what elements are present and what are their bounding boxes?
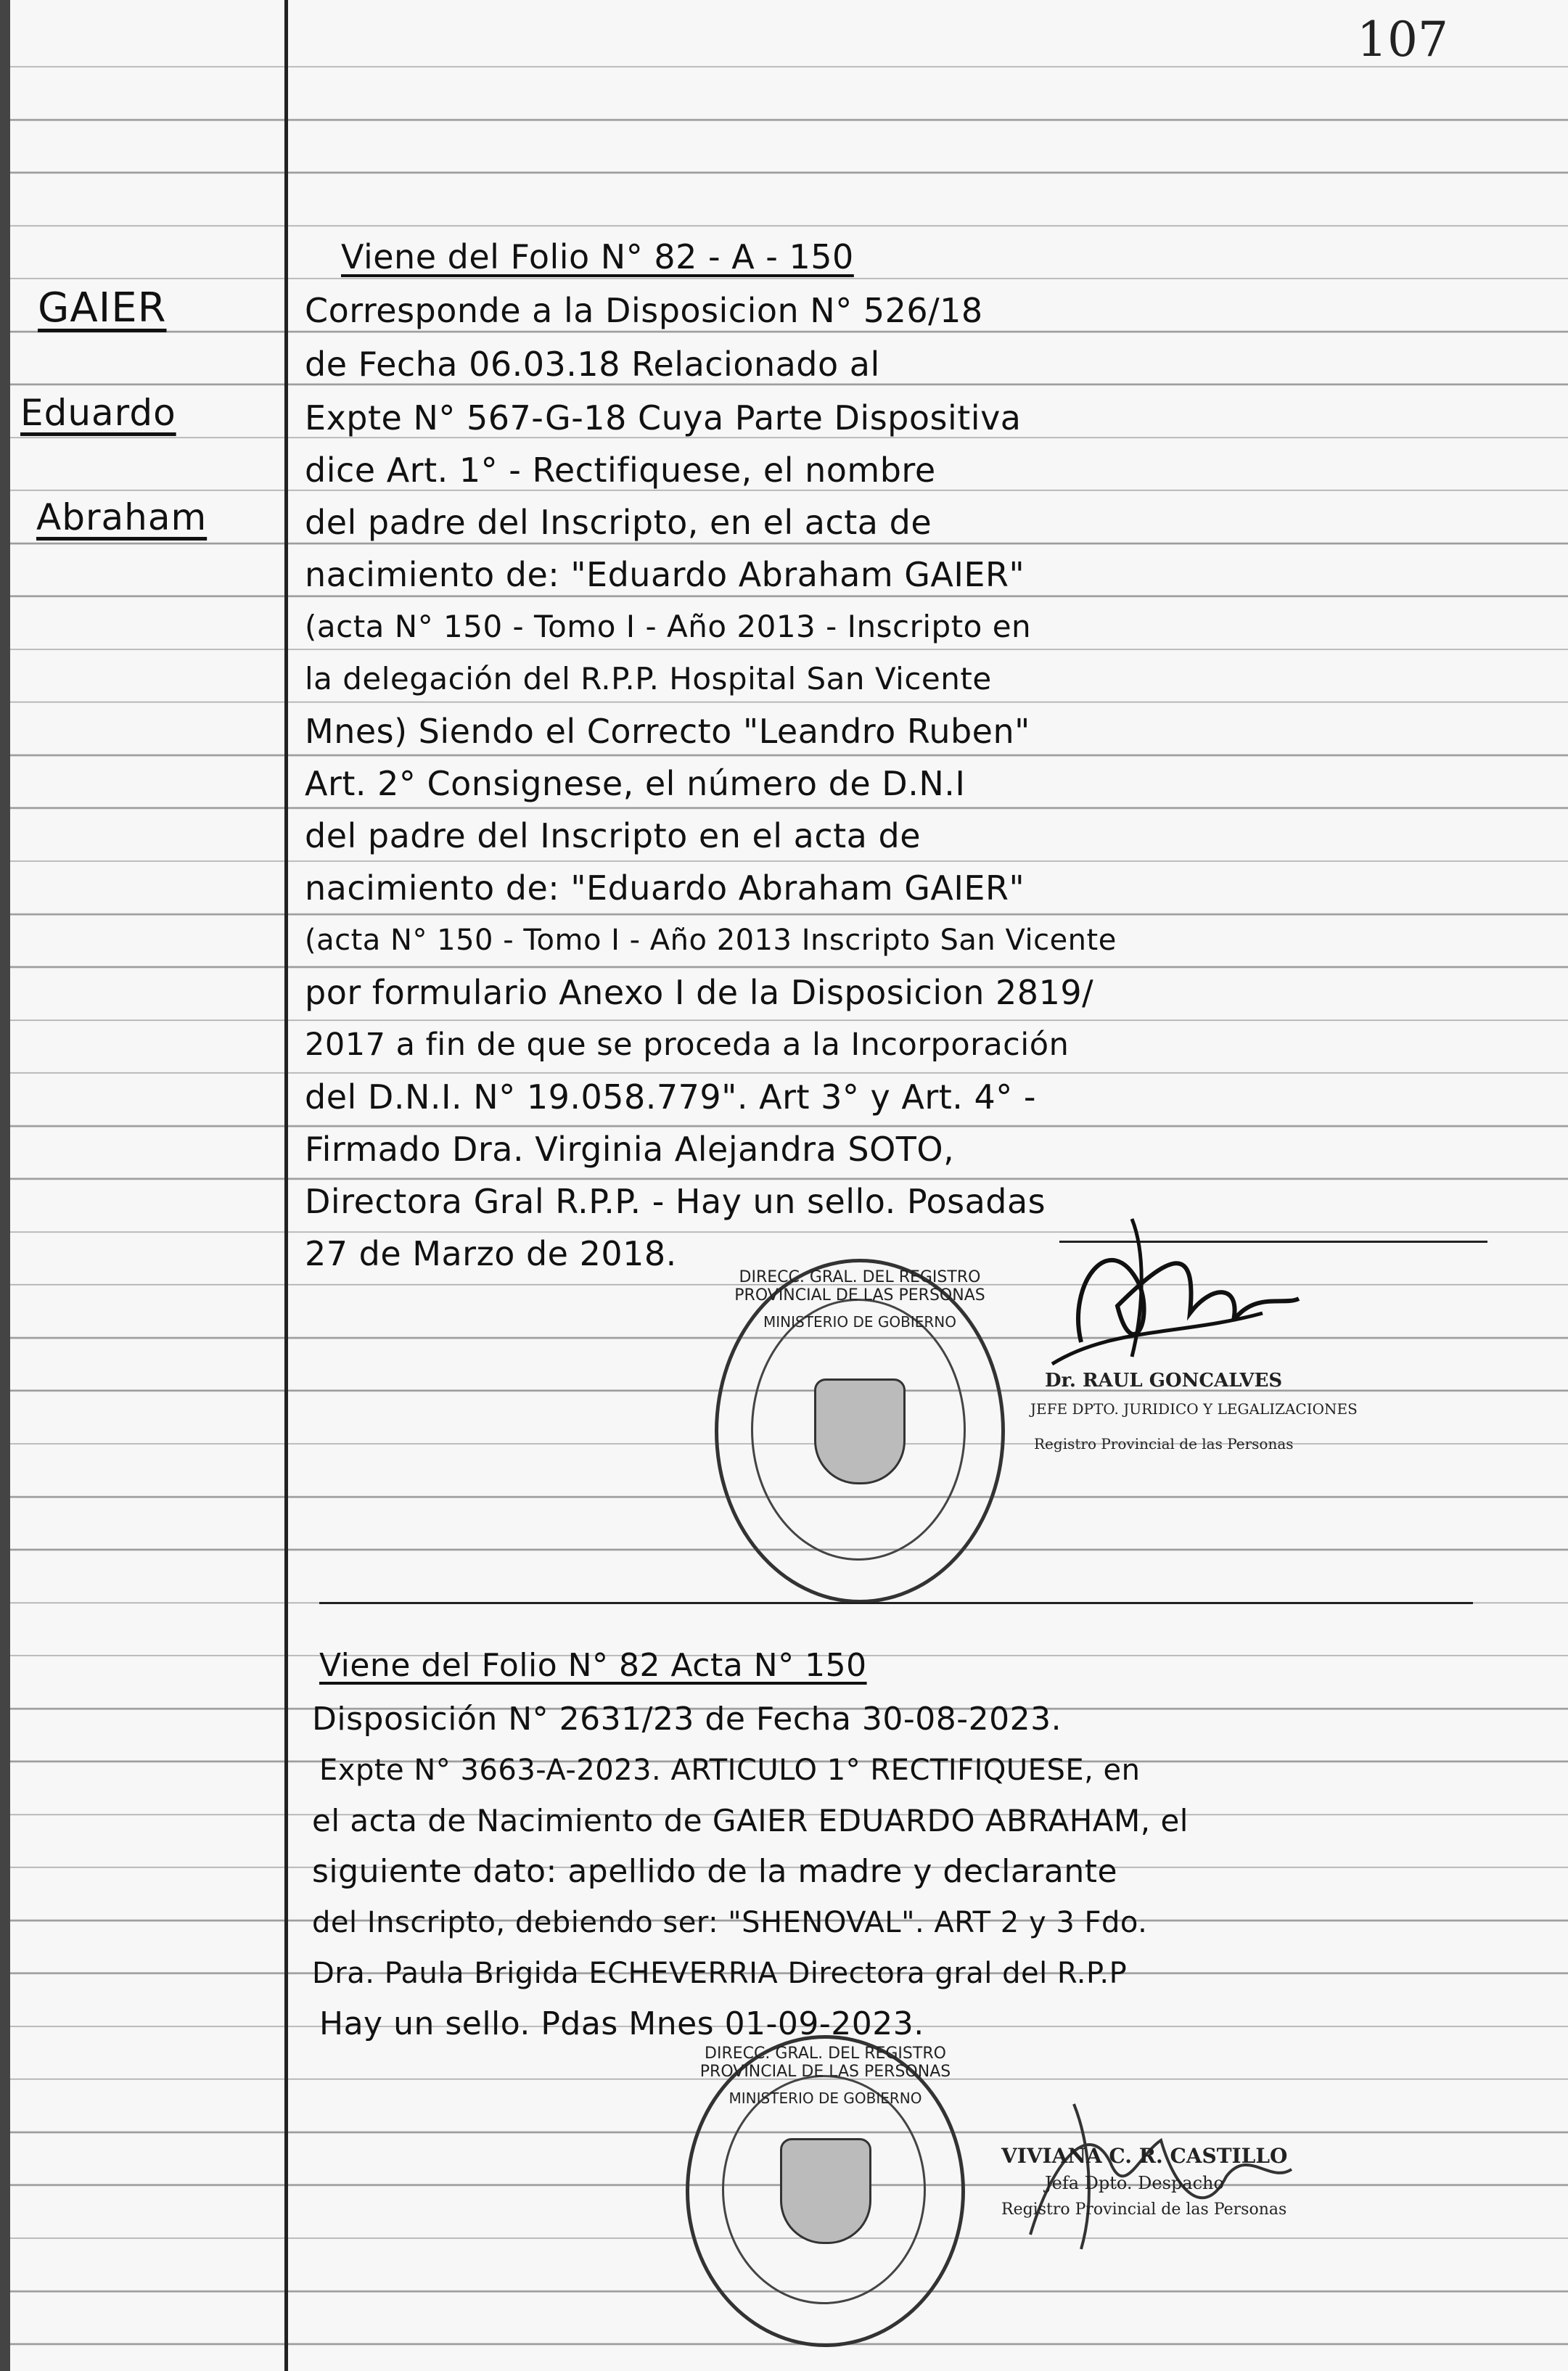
- stamp1-title: JEFE DPTO. JURIDICO Y LEGALIZACIONES: [1030, 1400, 1358, 1418]
- entry2-line: Hay un sello. Pdas Mnes 01-09-2023.: [319, 2005, 924, 2042]
- entry1-line: de Fecha 06.03.18 Relacionado al: [305, 345, 880, 384]
- entry1-line: por formulario Anexo I de la Disposicion 2819/: [305, 973, 1094, 1012]
- entry1-line: Firmado Dra. Virginia Alejandra SOTO,: [305, 1130, 955, 1169]
- seal-outer-text: DIRECC. GRAL. DEL REGISTRO PROVINCIAL DE LAS PERSONAS: [734, 1268, 985, 1304]
- entry1-line: (acta N° 150 - Tomo I - Año 2013 Inscripto San Vicente: [305, 924, 1117, 957]
- stamp2-name: VIVIANA C. R. CASTILLO: [1001, 2144, 1288, 2168]
- entry1-line: nacimiento de: "Eduardo Abraham GAIER": [305, 868, 1025, 908]
- stamp1-office: Registro Provincial de las Personas: [1034, 1435, 1294, 1452]
- entry1-line: del padre del Inscripto, en el acta de: [305, 503, 932, 542]
- margin-surname: GAIER: [38, 284, 167, 332]
- entry1-line: Viene del Folio N° 82 - A - 150: [341, 237, 854, 276]
- coat-of-arms-icon: [780, 2138, 871, 2244]
- stamp2-title: Jefa Dpto. Despacho: [1045, 2173, 1224, 2193]
- entry2-line: Disposición N° 2631/23 de Fecha 30-08-2023.: [312, 1701, 1062, 1738]
- entry1-line: Directora Gral R.P.P. - Hay un sello. Posadas: [305, 1182, 1046, 1221]
- seal-inner-text: MINISTERIO DE GOBIERNO: [728, 2089, 922, 2107]
- entry-separator: [319, 1602, 1473, 1604]
- entry1-line: nacimiento de: "Eduardo Abraham GAIER": [305, 555, 1025, 594]
- official-seal: [715, 1259, 1005, 1603]
- entry2-line: Viene del Folio N° 82 Acta N° 150: [319, 1647, 867, 1684]
- entry1-line: Corresponde a la Disposicion N° 526/18: [305, 291, 983, 330]
- entry1-line: 2017 a fin de que se proceda a la Incorporación: [305, 1027, 1070, 1063]
- entry1-line: del D.N.I. N° 19.058.779". Art 3° y Art. 4° -: [305, 1077, 1037, 1117]
- page-edge-shadow: [0, 0, 10, 2371]
- margin-first-name: Eduardo: [20, 392, 176, 434]
- seal-inner-text: MINISTERIO DE GOBIERNO: [763, 1313, 956, 1331]
- page-number: 107: [1357, 12, 1448, 67]
- entry1-line: la delegación del R.P.P. Hospital San Vicente: [305, 661, 992, 696]
- signature-castillo: [987, 2075, 1306, 2264]
- entry2-line: Expte N° 3663-A-2023. ARTICULO 1° RECTIFIQUESE, en: [319, 1754, 1141, 1787]
- entry1-line: Expte N° 567-G-18 Cuya Parte Dispositiva: [305, 398, 1022, 437]
- entry1-line: dice Art. 1° - Rectifiquese, el nombre: [305, 451, 936, 490]
- entry1-line: 27 de Marzo de 2018.: [305, 1234, 677, 1273]
- official-seal: [686, 2035, 965, 2347]
- entry1-line: Art. 2° Consignese, el número de D.N.I: [305, 764, 966, 803]
- stamp2-office: Registro Provincial de las Personas: [1001, 2201, 1287, 2219]
- entry2-line: Dra. Paula Brigida ECHEVERRIA Directora gral del R.P.P: [312, 1957, 1128, 1990]
- entry2-line: del Inscripto, debiendo ser: "SHENOVAL". ART 2 y 3 Fdo.: [312, 1906, 1148, 1939]
- signature-goncalves: [1023, 1197, 1328, 1393]
- margin-middle-name: Abraham: [36, 496, 208, 538]
- coat-of-arms-icon: [814, 1378, 906, 1484]
- stamp1-name: Dr. RAUL GONCALVES: [1045, 1370, 1283, 1392]
- entry2-line: el acta de Nacimiento de GAIER EDUARDO ABRAHAM, el: [312, 1803, 1189, 1838]
- margin-rule: [284, 0, 288, 2371]
- entry1-line: del padre del Inscripto en el acta de: [305, 816, 921, 855]
- entry1-line: (acta N° 150 - Tomo I - Año 2013 - Inscripto en: [305, 609, 1032, 644]
- entry2-line: siguiente dato: apellido de la madre y declarante: [312, 1853, 1118, 1890]
- entry1-line: Mnes) Siendo el Correcto "Leandro Ruben": [305, 712, 1030, 751]
- seal-outer-text: DIRECC. GRAL. DEL REGISTRO PROVINCIAL DE LAS PERSONAS: [699, 2045, 951, 2081]
